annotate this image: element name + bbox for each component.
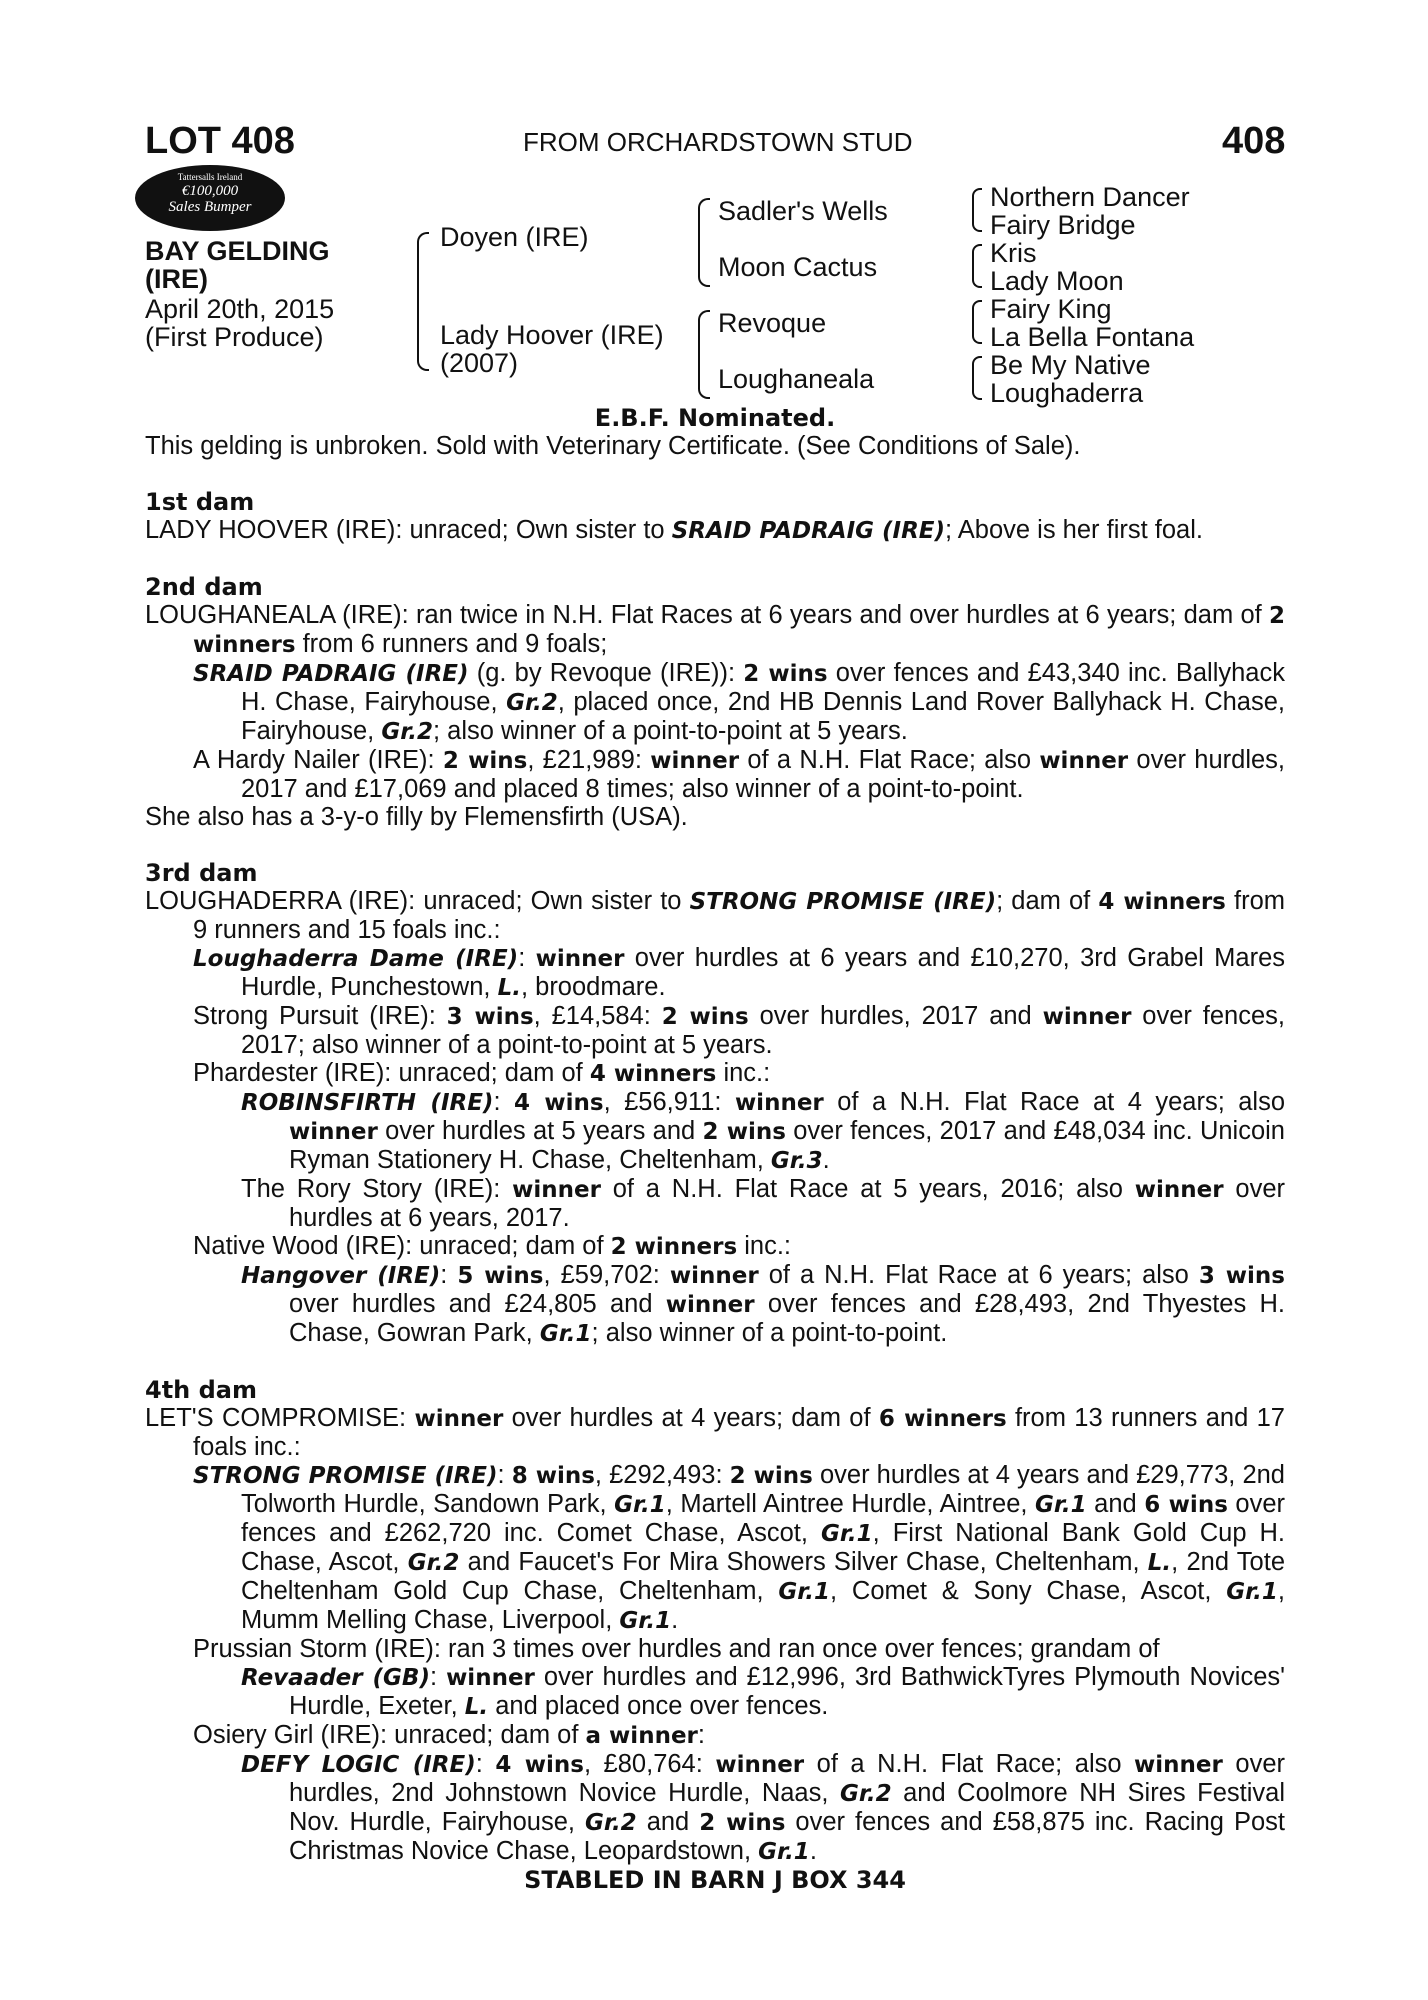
progeny-entry: Strong Pursuit (IRE): 3 wins, £14,584: 2 wins over hurdles, 2017 and winner over fences, 2017; also winner of a point-to-point at 5 years.	[193, 1002, 1285, 1059]
gen3-7: Be My Native	[990, 350, 1151, 380]
badge-prize: €100,000	[181, 183, 239, 199]
consignor: FROM ORCHARDSTOWN STUD	[523, 127, 913, 157]
progeny-entry: ROBINSFIRTH (IRE): 4 wins, £56,911: winner of a N.H. Flat Race at 4 years; also winner over hurdles at 5 years and 2 wins over fences, 2017 and £48,034 inc. Unicoin Ryman Stationery H. Chase, Cheltenham, Gr.3.	[241, 1088, 1286, 1174]
dam-2-entry: LOUGHANEALA (IRE): ran twice in N.H. Flat Races at 6 years and over hurdles at 6 years; dam of 2 winners from 6 runners and 9 foals;	[145, 601, 1285, 658]
pedigree-brace-2	[698, 198, 710, 287]
lot-label: LOT 408	[145, 120, 295, 162]
gen3-3: Kris	[990, 238, 1037, 268]
horse-title-2: (IRE)	[145, 264, 208, 294]
dam-2-note: She also has a 3-y-o filly by Flemensfirth (USA).	[145, 803, 688, 831]
pedigree-brace-5	[972, 244, 982, 288]
lot-number: 408	[1222, 120, 1286, 162]
ebf-nominated: E.B.F. Nominated.	[594, 404, 836, 432]
progeny-entry: Revaader (GB): winner over hurdles and £12,996, 3rd BathwickTyres Plymouth Novices' Hurdle, Exeter, L. and placed once over fences.	[241, 1663, 1286, 1720]
gen3-6: La Bella Fontana	[990, 322, 1195, 352]
progeny-entry: STRONG PROMISE (IRE): 8 wins, £292,493: 2 wins over hurdles at 4 years and £29,773, 2nd Tolworth Hurdle, Sandown Park, Gr.1, Martell Aintree Hurdle, Aintree, Gr.1 and 6 wins over fences and £262,720 inc. Comet Chase, Ascot, Gr.1, First National Bank Gold Cup H. Chase, Ascot, Gr.2 and Faucet's For Mira Showers Silver Chase, Cheltenham, L., 2nd Tote Cheltenham Gold Cup Chase, Cheltenham, Gr.1, Comet & Sony Chase, Ascot, Gr.1, Mumm Melling Chase, Liverpool, Gr.1.	[193, 1461, 1286, 1634]
dam-1-entry: LADY HOOVER (IRE): unraced; Own sister to SRAID PADRAIG (IRE); Above is her first foal.	[145, 516, 1203, 544]
progeny-entry: Osiery Girl (IRE): unraced; dam of a winner:	[193, 1721, 705, 1749]
sire-dam: Moon Cactus	[718, 252, 878, 282]
section-3rd-dam: 3rd dam	[145, 859, 258, 887]
dam: Lady Hoover (IRE)	[440, 320, 664, 350]
gen3-1: Northern Dancer	[990, 182, 1190, 212]
section-1st-dam: 1st dam	[145, 488, 255, 516]
dam-dam: Loughaneala	[718, 364, 875, 394]
pedigree-brace-3	[698, 310, 710, 399]
progeny-entry: Loughaderra Dame (IRE): winner over hurdles at 6 years and £10,270, 3rd Grabel Mares Hurdle, Punchestown, L., broodmare.	[193, 944, 1286, 1001]
progeny-entry: SRAID PADRAIG (IRE) (g. by Revoque (IRE)): 2 wins over fences and £43,340 inc. Ballyhack H. Chase, Fairyhouse, Gr.2, placed once, 2nd HB Dennis Land Rover Ballyhack H. Chase, Fairyhouse, Gr.2; also winner of a point-to-point at 5 years.	[193, 659, 1285, 745]
pedigree-brace-4	[972, 188, 982, 232]
gen3-8: Loughaderra	[990, 378, 1144, 408]
progeny-entry: Phardester (IRE): unraced; dam of 4 winners inc.:	[193, 1059, 771, 1087]
sire: Doyen (IRE)	[440, 222, 589, 252]
badge-sub: Sales Bumper	[168, 199, 252, 215]
horse-title-1: BAY GELDING	[145, 236, 330, 266]
dam-3-entry: LOUGHADERRA (IRE): unraced; Own sister to STRONG PROMISE (IRE); dam of 4 winners from 9 runners and 15 foals inc.:	[145, 887, 1285, 944]
gen3-2: Fairy Bridge	[990, 210, 1136, 240]
pedigree-brace-7	[972, 356, 982, 400]
progeny-entry: Prussian Storm (IRE): ran 3 times over hurdles and ran once over fences; grandam of	[193, 1635, 1160, 1663]
gen3-5: Fairy King	[990, 294, 1112, 324]
progeny-entry: The Rory Story (IRE): winner of a N.H. Flat Race at 5 years, 2016; also winner over hurdles at 6 years, 2017.	[241, 1175, 1285, 1232]
foaled-date: April 20th, 2015	[145, 294, 335, 324]
catalogue-body	[145, 432, 1285, 1894]
sale-note: This gelding is unbroken. Sold with Veterinary Certificate. (See Conditions of Sale).	[145, 432, 1081, 460]
progeny-entry: Hangover (IRE): 5 wins, £59,702: winner of a N.H. Flat Race at 6 years; also 3 wins over hurdles and £24,805 and winner over fences and £28,493, 2nd Thyestes H. Chase, Gowran Park, Gr.1; also winner of a point-to-point.	[241, 1261, 1285, 1347]
progeny-entry: Native Wood (IRE): unraced; dam of 2 winners inc.:	[193, 1232, 792, 1260]
stabling-footer: STABLED IN BARN J BOX 344	[524, 1866, 906, 1894]
sire-sire: Sadler's Wells	[718, 196, 888, 226]
section-2nd-dam: 2nd dam	[145, 573, 263, 601]
badge-top: Tattersalls Ireland	[177, 172, 243, 182]
pedigree-brace-1	[417, 232, 429, 371]
sales-bumper-badge	[135, 165, 285, 231]
dam-year: (2007)	[440, 348, 519, 378]
dam-4-entry: LET'S COMPROMISE: winner over hurdles at 4 years; dam of 6 winners from 13 runners and 17 foals inc.:	[145, 1404, 1285, 1461]
dam-sire: Revoque	[718, 308, 827, 338]
produce-note: (First Produce)	[145, 322, 324, 352]
progeny-entry: A Hardy Nailer (IRE): 2 wins, £21,989: winner of a N.H. Flat Race; also winner over hurdles, 2017 and £17,069 and placed 8 times; also winner of a point-to-point.	[193, 746, 1286, 803]
pedigree-brace-6	[972, 300, 982, 344]
gen3-4: Lady Moon	[990, 266, 1124, 296]
progeny-entry: DEFY LOGIC (IRE): 4 wins, £80,764: winner of a N.H. Flat Race; also winner over hurdles, 2nd Johnstown Novice Hurdle, Naas, Gr.2 and Coolmore NH Sires Festival Nov. Hurdle, Fairyhouse, Gr.2 and 2 wins over fences and £58,875 inc. Racing Post Christmas Novice Chase, Leopardstown, Gr.1.	[241, 1750, 1285, 1865]
section-4th-dam: 4th dam	[145, 1376, 257, 1404]
